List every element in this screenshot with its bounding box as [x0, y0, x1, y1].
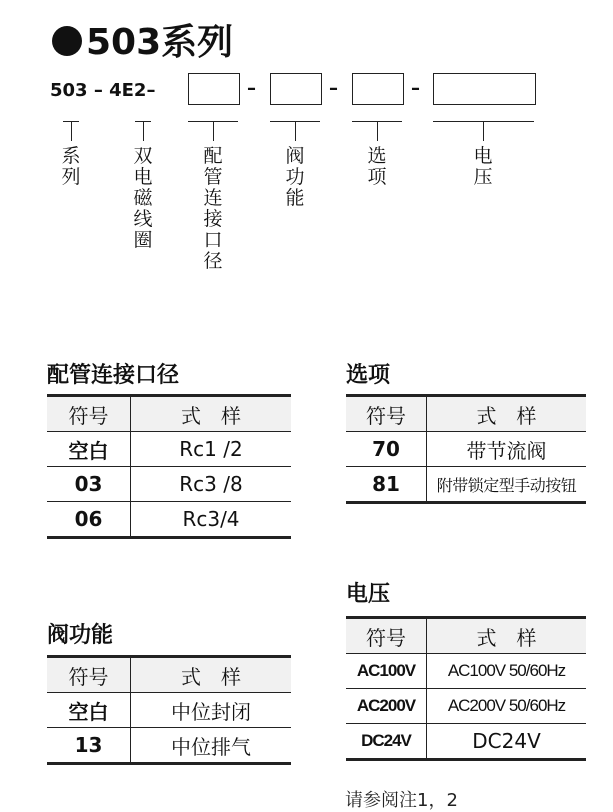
row-symbol: AC200V [346, 689, 427, 724]
bullet-dot-icon [52, 26, 82, 56]
voltage-spec-table [346, 616, 586, 761]
row-symbol: 空白 [47, 693, 131, 728]
row-spec: DC24V [427, 724, 587, 760]
row-spec: 带节流阀 [427, 432, 587, 467]
code-label-valve: 阀功能 [285, 145, 305, 209]
model-code-prefix: 503 – 4E2– [50, 80, 156, 101]
header-spec: 式 样 [427, 618, 587, 654]
row-symbol: 81 [346, 467, 427, 503]
row-spec: 附带锁定型手动按钮 [427, 467, 587, 503]
table-row [47, 693, 291, 728]
header-symbol: 符号 [47, 396, 131, 432]
pipe-spec-table [47, 394, 291, 539]
tick-line [295, 121, 296, 141]
table-row [346, 467, 586, 503]
code-label-coil: 双电磁线圈 [133, 145, 153, 251]
row-spec: AC200V 50/60Hz [427, 689, 587, 724]
table-row [346, 654, 586, 689]
code-dash: – [411, 78, 420, 99]
header-spec: 式 样 [131, 396, 292, 432]
code-slot-valve [270, 73, 322, 105]
tick-line [377, 121, 378, 141]
code-dash: – [329, 78, 338, 99]
code-label-voltage: 电压 [473, 145, 493, 188]
valve-section-title: 阀功能 [47, 623, 114, 648]
code-label-pipe: 配管连接口径 [203, 145, 223, 272]
footer-note: 请参阅注1，2 [345, 790, 458, 811]
header-symbol: 符号 [47, 657, 131, 693]
row-symbol: 13 [47, 728, 131, 764]
option-section-title: 选项 [346, 363, 391, 388]
option-spec-table [346, 394, 586, 504]
table-row [47, 432, 291, 467]
header-symbol: 符号 [346, 396, 427, 432]
table-row [47, 467, 291, 502]
code-dash: – [247, 78, 256, 99]
table-row [346, 689, 586, 724]
page-title [52, 14, 233, 65]
table-row [47, 728, 291, 764]
code-label-option: 选项 [367, 145, 387, 188]
row-spec: 中位排气 [131, 728, 292, 764]
valve-spec-table [47, 655, 291, 765]
header-spec: 式 样 [427, 396, 587, 432]
row-symbol: 06 [47, 502, 131, 538]
code-slot-voltage [433, 73, 536, 105]
row-spec: Rc3/4 [131, 502, 292, 538]
row-symbol: AC100V [346, 654, 427, 689]
pipe-section-title: 配管连接口径 [47, 363, 180, 388]
table-row [346, 724, 586, 760]
tick-line [483, 121, 484, 141]
table-row [47, 502, 291, 538]
row-symbol: DC24V [346, 724, 427, 760]
row-spec: AC100V 50/60Hz [427, 654, 587, 689]
row-symbol: 空白 [47, 432, 131, 467]
voltage-section-title: 电压 [346, 582, 391, 607]
table-header-row [346, 618, 586, 654]
table-header-row [47, 657, 291, 693]
row-symbol: 03 [47, 467, 131, 502]
page-title-text: 503系列 [86, 22, 234, 63]
tick-line [71, 121, 72, 141]
tick-line [143, 121, 144, 141]
table-header-row [346, 396, 586, 432]
row-spec: Rc3 /8 [131, 467, 292, 502]
tick-line [213, 121, 214, 141]
table-row [346, 432, 586, 467]
code-slot-option [352, 73, 404, 105]
code-label-series: 系列 [61, 145, 81, 188]
row-symbol: 70 [346, 432, 427, 467]
header-spec: 式 样 [131, 657, 292, 693]
row-spec: Rc1 /2 [131, 432, 292, 467]
row-spec: 中位封闭 [131, 693, 292, 728]
table-header-row [47, 396, 291, 432]
header-symbol: 符号 [346, 618, 427, 654]
code-slot-pipe [188, 73, 240, 105]
